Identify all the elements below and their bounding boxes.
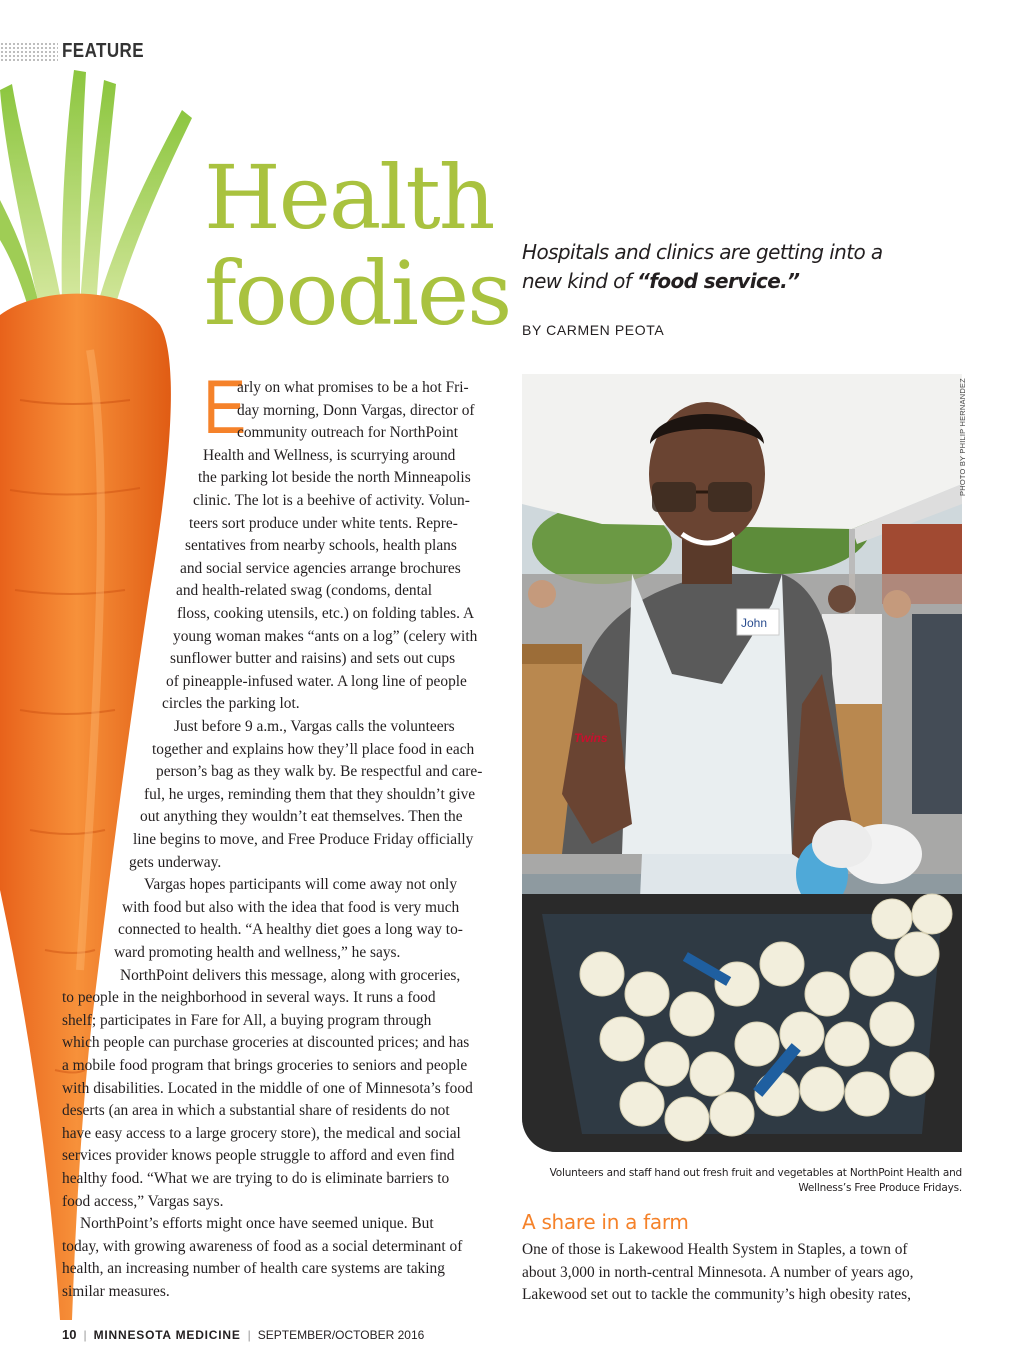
volunteer-photo bbox=[522, 374, 962, 1152]
body-text-line: teers sort produce under white tents. Repre- bbox=[189, 514, 458, 532]
deck-bold: “food service.” bbox=[637, 269, 800, 293]
body-text-line: food access,” Vargas says. bbox=[62, 1192, 224, 1210]
page-number: 10 bbox=[62, 1327, 77, 1342]
body-text-line: healthy food. “What we are trying to do is eliminate barriers to bbox=[62, 1170, 450, 1187]
body-text-line: a mobile food program that brings groceries to seniors and people bbox=[62, 1057, 468, 1074]
body-text-line: gets underway. bbox=[129, 853, 222, 871]
body-text-line: and social service agencies arrange brochures bbox=[180, 559, 461, 577]
body-text-line: Just before 9 a.m., Vargas calls the volunteers bbox=[174, 718, 455, 735]
body-text-line: with food but also with the idea that food is very much bbox=[122, 898, 460, 916]
body-text-line: of pineapple-infused water. A long line of people bbox=[166, 672, 467, 690]
body-text-line: ward promoting health and wellness,” he says. bbox=[114, 944, 401, 961]
body-text-line: Vargas hopes participants will come away not only bbox=[144, 876, 458, 894]
caption-line-1: Volunteers and staff hand out fresh fruit and vegetables at NorthPoint Health and bbox=[549, 1167, 962, 1179]
section-label: FEATURE bbox=[62, 40, 144, 62]
body-text-line: connected to health. “A healthy diet goes a long way to- bbox=[118, 921, 463, 939]
body-text-line: health, an increasing number of health care systems are taking bbox=[62, 1260, 445, 1278]
body-text-line: community outreach for NorthPoint bbox=[237, 424, 458, 442]
photo-caption bbox=[522, 1166, 962, 1196]
body-text-line: person’s bag as they walk by. Be respectful and care- bbox=[156, 763, 483, 781]
deck-part-1: Hospitals and clinics are getting into a bbox=[522, 240, 883, 264]
body-text-line: to people in the neighborhood in several ways. It runs a food bbox=[62, 989, 436, 1007]
body-text-line: sunflower butter and raisins) and sets out cups bbox=[170, 650, 456, 668]
body-text-line: shelf; participates in Fare for All, a buying program through bbox=[62, 1011, 432, 1029]
body-text-line: and health-related swag (condoms, dental bbox=[176, 582, 432, 600]
body-text-line: NorthPoint delivers this message, along with groceries, bbox=[120, 966, 461, 984]
drop-cap: E bbox=[203, 365, 247, 450]
body-text-line: about 3,000 in north-central Minnesota. A number of years ago, bbox=[522, 1263, 914, 1281]
body-text-line: day morning, Donn Vargas, director of bbox=[237, 401, 475, 419]
body-text-line: which people can purchase groceries at discounted prices; and has bbox=[62, 1034, 470, 1052]
deck-part-2: new kind of bbox=[522, 269, 637, 293]
sleeve-logo: Twins bbox=[574, 731, 608, 745]
body-text-line: circles the parking lot. bbox=[162, 695, 300, 713]
body-text-line: with disabilities. Located in the middle of one of Minnesota’s food bbox=[62, 1079, 473, 1097]
byline: BY CARMEN PEOTA bbox=[522, 322, 665, 338]
body-text-line: out anything they wouldn’t eat themselves. Then the bbox=[140, 808, 463, 826]
section-subhead: A share in a farm bbox=[522, 1210, 689, 1234]
title-line-1: Health bbox=[204, 146, 494, 249]
body-text-line: Lakewood set out to tackle the community’s high obesity rates, bbox=[522, 1286, 911, 1304]
body-text-line: today, with growing awareness of food as a social determinant of bbox=[62, 1237, 463, 1255]
issue-date: SEPTEMBER/OCTOBER 2016 bbox=[257, 1328, 425, 1342]
body-text-line: arly on what promises to be a hot Fri- bbox=[237, 379, 469, 396]
body-text-line: services provider knows people struggle to afford and even find bbox=[62, 1147, 455, 1165]
body-text-line: line begins to move, and Free Produce Friday officially bbox=[133, 831, 474, 848]
body-text-line: sentatives from nearby schools, health plans bbox=[185, 537, 457, 555]
article-deck bbox=[522, 238, 942, 296]
title-line-2: foodies bbox=[204, 242, 511, 345]
name-tag-text: John bbox=[741, 616, 768, 630]
photo-credit: PHOTO BY PHILIP HERNANDEZ bbox=[958, 378, 967, 496]
body-text-line: have easy access to a large grocery store), the medical and social bbox=[62, 1124, 461, 1142]
article-title bbox=[204, 146, 511, 345]
feature-pattern bbox=[0, 42, 58, 62]
body-text-line: clinic. The lot is a beehive of activity. Volun- bbox=[193, 492, 470, 509]
body-text-line: ful, he urges, reminding them that they shouldn’t give bbox=[144, 785, 476, 803]
body-text-line: deserts (an area in which a substantial share of residents do not bbox=[62, 1102, 450, 1120]
magazine-name: MINNESOTA MEDICINE bbox=[93, 1328, 241, 1342]
page-footer: 10 | MINNESOTA MEDICINE | SEPTEMBER/OCTOBER 2016 bbox=[62, 1327, 425, 1342]
body-text-line: Health and Wellness, is scurrying around bbox=[203, 446, 456, 464]
body-text-line: young woman makes “ants on a log” (celery with bbox=[173, 627, 478, 645]
body-text-line: NorthPoint’s efforts might once have seemed unique. But bbox=[80, 1215, 434, 1233]
body-text-line: together and explains how they’ll place food in each bbox=[152, 740, 475, 758]
body-text-line: the parking lot beside the north Minneapolis bbox=[198, 469, 471, 487]
body-text-line: One of those is Lakewood Health System in Staples, a town of bbox=[522, 1241, 908, 1258]
caption-line-2: Wellness’s Free Produce Fridays. bbox=[798, 1182, 962, 1194]
body-text-line: floss, cooking utensils, etc.) on folding tables. A bbox=[177, 605, 475, 622]
body-text-line: similar measures. bbox=[62, 1283, 170, 1300]
